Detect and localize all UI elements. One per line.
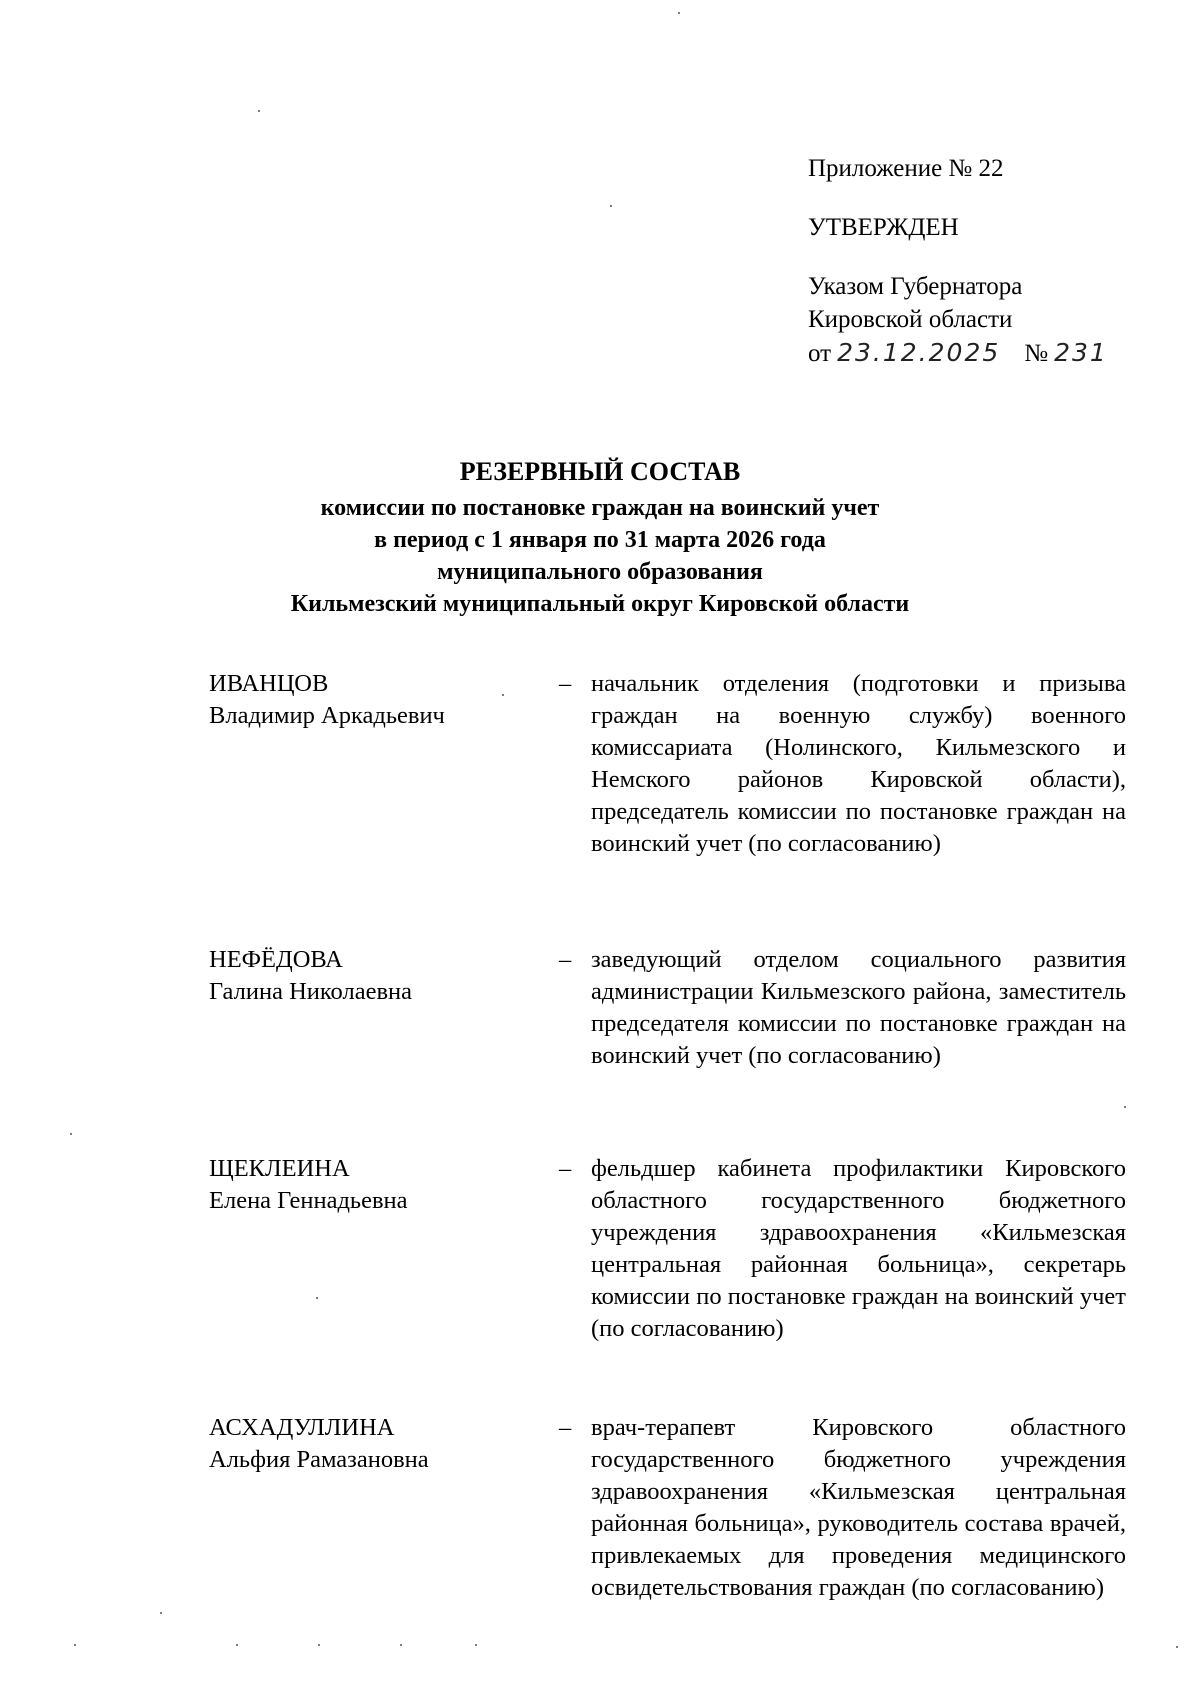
document-title: [0, 452, 1200, 620]
scan-speck: [610, 205, 612, 207]
member-given-names: Елена Геннадьевна: [209, 1187, 408, 1214]
member-position: начальник отделения (подготовки и призыва граждан на военную службу) военного комиссариата (Нолинского, Кильмезского и Немского районов Кировской области), председатель комиссии по постановке граждан на воинский учет (по согласованию): [591, 670, 1126, 857]
member-name: [209, 944, 559, 1072]
title-line-1: комиссии по постановке граждан на воинский учет: [320, 495, 880, 521]
member-given-names: Альфия Рамазановна: [209, 1446, 429, 1473]
scan-speck: [258, 110, 260, 112]
member-surname: АСХАДУЛЛИНА: [209, 1414, 395, 1441]
member-name: [209, 668, 559, 860]
member-position: заведующий отделом социального развития администрации Кильмезского района, заместитель председателя комиссии по постановке граждан на воинский учет (по согласованию): [591, 946, 1126, 1069]
scan-speck: [74, 1644, 76, 1646]
decree-line-1: Указом Губернатора: [808, 273, 1023, 300]
scan-speck: [678, 12, 680, 14]
title-line-4: Кильмезский муниципальный округ Кировской области: [290, 591, 910, 617]
scan-speck: [1176, 1646, 1178, 1648]
title-main: РЕЗЕРВНЫЙ СОСТАВ: [459, 457, 741, 486]
member-surname: ЩЕКЛЕИНА: [209, 1155, 350, 1182]
member-name: [209, 1153, 559, 1345]
number-prefix: №: [1024, 340, 1049, 367]
member-entry: [209, 1412, 1129, 1604]
decree-line-2: Кировской области: [808, 306, 1013, 333]
member-entry: [209, 1153, 1129, 1345]
member-position: врач-терапевт Кировского областного государственного бюджетного учреждения здравоохранения «Кильмезская центральная районная больница», руководитель состава врачей, привлекаемых для проведения медицинского освидетельствования граждан (по согласованию): [591, 1414, 1126, 1601]
date-prefix: от: [808, 340, 832, 367]
title-line-2: в период с 1 января по 31 марта 2026 года: [374, 527, 826, 553]
member-surname: НЕФЁДОВА: [209, 946, 343, 973]
dash: –: [559, 946, 572, 973]
scan-speck: [502, 694, 504, 696]
member-surname: ИВАНЦОВ: [209, 670, 329, 697]
approved-label: УТВЕРЖДЕН: [808, 214, 959, 241]
scan-speck: [236, 1644, 238, 1646]
dash: –: [559, 670, 572, 697]
scan-speck: [318, 1644, 320, 1646]
title-line-3: муниципального образования: [437, 559, 763, 585]
scan-speck: [70, 1133, 72, 1135]
decree-date-line: [808, 336, 1108, 370]
member-name: [209, 1412, 559, 1604]
dash: –: [559, 1155, 572, 1182]
member-given-names: Галина Николаевна: [209, 978, 413, 1005]
scan-speck: [400, 1644, 402, 1646]
scan-speck: [160, 1612, 162, 1614]
member-given-names: Владимир Аркадьевич: [209, 702, 445, 729]
scan-speck: [1124, 1106, 1126, 1108]
dash: –: [559, 1414, 572, 1441]
appendix-label: Приложение № 22: [808, 155, 1004, 182]
member-position: фельдшер кабинета профилактики Кировского областного государственного бюджетного учреждения здравоохранения «Кильмезская центральная районная больница», секретарь комиссии по постановке граждан на воинский учет (по согласованию): [591, 1155, 1126, 1342]
scan-speck: [316, 1297, 318, 1299]
handwritten-date: 23.12.2025: [837, 338, 1001, 367]
approval-block: [808, 152, 1108, 370]
handwritten-number: 231: [1054, 338, 1108, 367]
member-entry: [209, 668, 1129, 860]
member-entry: [209, 944, 1129, 1072]
scan-speck: [475, 1644, 477, 1646]
